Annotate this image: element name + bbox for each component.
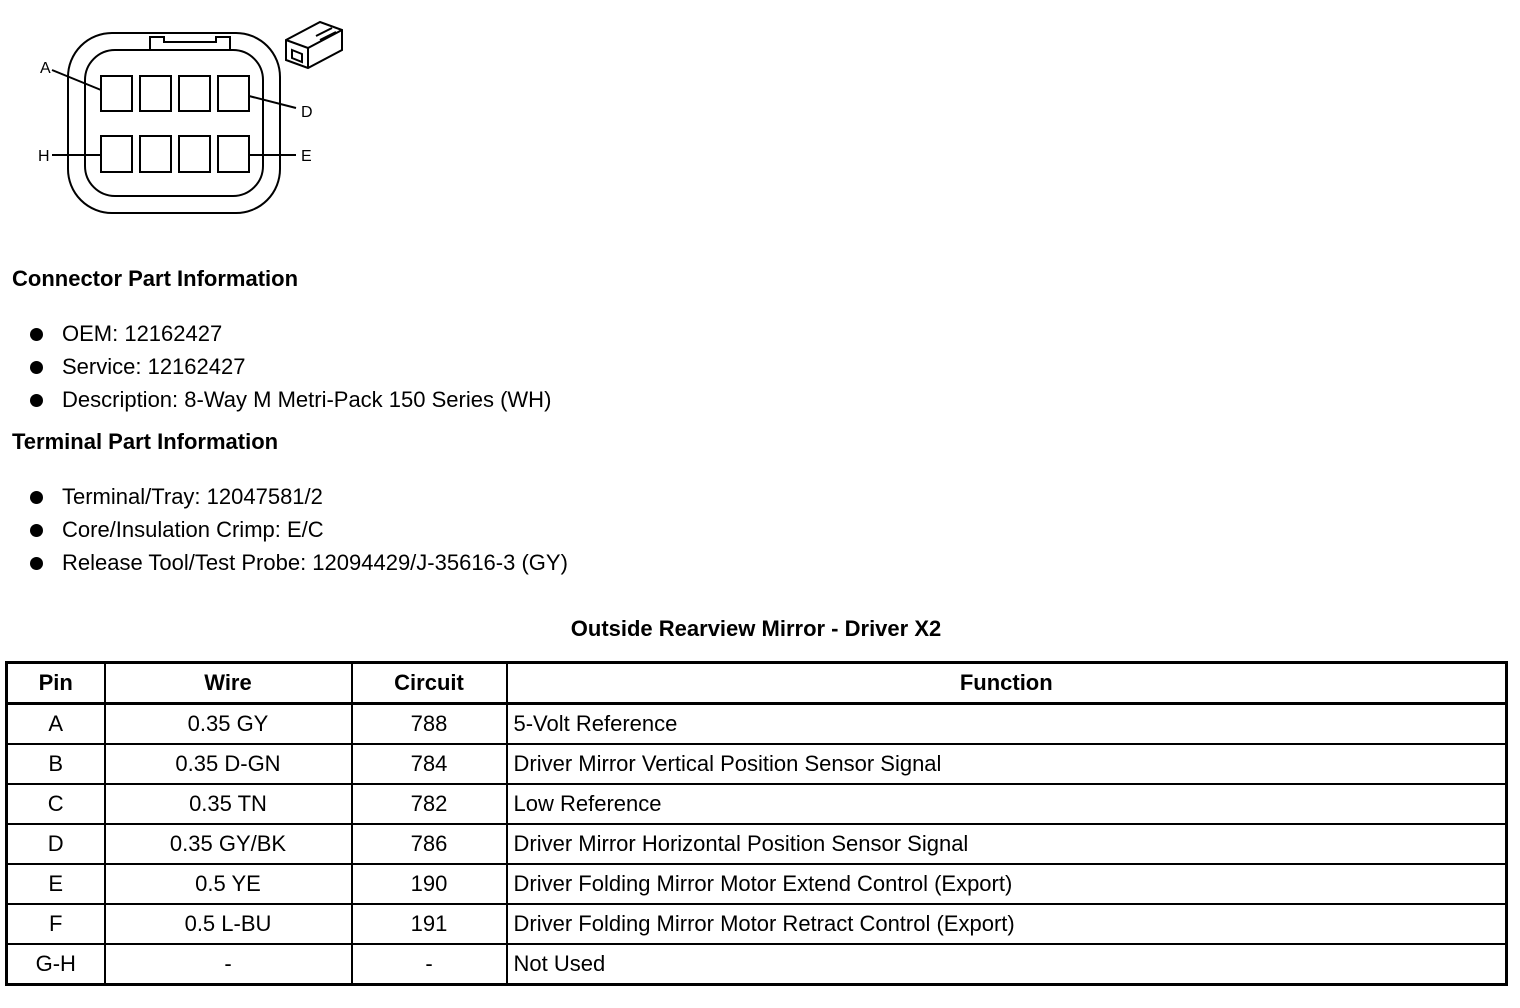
cell-circuit: 784 <box>352 744 507 784</box>
cell-pin: A <box>7 704 105 745</box>
bullet-icon <box>30 557 43 570</box>
cell-circuit: 191 <box>352 904 507 944</box>
list-item <box>28 480 568 513</box>
cell-circuit: 190 <box>352 864 507 904</box>
terminal-part-info-list <box>28 480 568 579</box>
connector-part-info-heading: Connector Part Information <box>12 266 299 291</box>
table-row <box>7 704 1507 745</box>
cell-function: Driver Mirror Horizontal Position Sensor Signal <box>507 824 1507 864</box>
cell-wire: - <box>105 944 352 985</box>
connector-diagram <box>30 10 380 220</box>
cell-pin: G-H <box>7 944 105 985</box>
cell-function: Driver Folding Mirror Motor Retract Control (Export) <box>507 904 1507 944</box>
cavity-d <box>218 76 249 111</box>
connector-housing-outer <box>68 33 280 213</box>
table-row <box>7 904 1507 944</box>
cell-circuit: 788 <box>352 704 507 745</box>
table-header-row <box>7 663 1507 704</box>
cell-circuit: 782 <box>352 784 507 824</box>
cell-wire: 0.35 D-GN <box>105 744 352 784</box>
bullet-icon <box>30 491 43 504</box>
cell-circuit: - <box>352 944 507 985</box>
list-item-text: Service: 12162427 <box>62 354 246 379</box>
cell-pin: F <box>7 904 105 944</box>
list-item <box>28 383 551 416</box>
bullet-icon <box>30 524 43 537</box>
cell-wire: 0.35 GY <box>105 704 352 745</box>
list-item-text: Terminal/Tray: 12047581/2 <box>62 484 323 509</box>
cell-pin: C <box>7 784 105 824</box>
cell-wire: 0.5 YE <box>105 864 352 904</box>
pin-label-h: H <box>38 148 50 165</box>
cell-pin: D <box>7 824 105 864</box>
pin-table <box>5 661 1508 986</box>
list-item <box>28 317 551 350</box>
table-row <box>7 864 1507 904</box>
cavity-c <box>179 76 210 111</box>
pin-label-a: A <box>40 60 51 77</box>
list-item <box>28 350 551 383</box>
cavity-b <box>140 76 171 111</box>
bullet-icon <box>30 328 43 341</box>
cell-wire: 0.5 L-BU <box>105 904 352 944</box>
cell-wire: 0.35 TN <box>105 784 352 824</box>
cavity-f <box>179 136 210 172</box>
cavity-g <box>140 136 171 172</box>
connector-3d-icon <box>286 22 342 68</box>
cell-function: Driver Mirror Vertical Position Sensor Signal <box>507 744 1507 784</box>
table-row <box>7 824 1507 864</box>
cell-function: Driver Folding Mirror Motor Extend Control (Export) <box>507 864 1507 904</box>
bullet-icon <box>30 361 43 374</box>
cell-function: Not Used <box>507 944 1507 985</box>
pin-label-e: E <box>301 148 312 165</box>
bullet-icon <box>30 394 43 407</box>
header-function: Function <box>507 663 1507 704</box>
header-wire: Wire <box>105 663 352 704</box>
cell-pin: E <box>7 864 105 904</box>
table-row <box>7 944 1507 985</box>
list-item-text: Core/Insulation Crimp: E/C <box>62 517 324 542</box>
cell-wire: 0.35 GY/BK <box>105 824 352 864</box>
list-item <box>28 513 568 546</box>
list-item <box>28 546 568 579</box>
list-item-text: Description: 8-Way M Metri-Pack 150 Series (WH) <box>62 387 552 412</box>
cell-pin: B <box>7 744 105 784</box>
table-row <box>7 784 1507 824</box>
connector-part-info-list <box>28 317 551 416</box>
pin-label-d: D <box>301 104 313 121</box>
cavity-a <box>101 76 132 111</box>
connector-latch <box>150 37 230 50</box>
cavity-h <box>101 136 132 172</box>
terminal-part-info-heading: Terminal Part Information <box>12 429 279 454</box>
table-row <box>7 744 1507 784</box>
header-pin: Pin <box>7 663 105 704</box>
cavity-e <box>218 136 249 172</box>
list-item-text: Release Tool/Test Probe: 12094429/J-35616-3 (GY) <box>62 550 568 575</box>
connector-housing-inner <box>85 50 263 196</box>
list-item-text: OEM: 12162427 <box>62 321 223 346</box>
table-title: Outside Rearview Mirror - Driver X2 <box>570 616 942 641</box>
cell-circuit: 786 <box>352 824 507 864</box>
cell-function: Low Reference <box>507 784 1507 824</box>
cell-function: 5-Volt Reference <box>507 704 1507 745</box>
header-circuit: Circuit <box>352 663 507 704</box>
